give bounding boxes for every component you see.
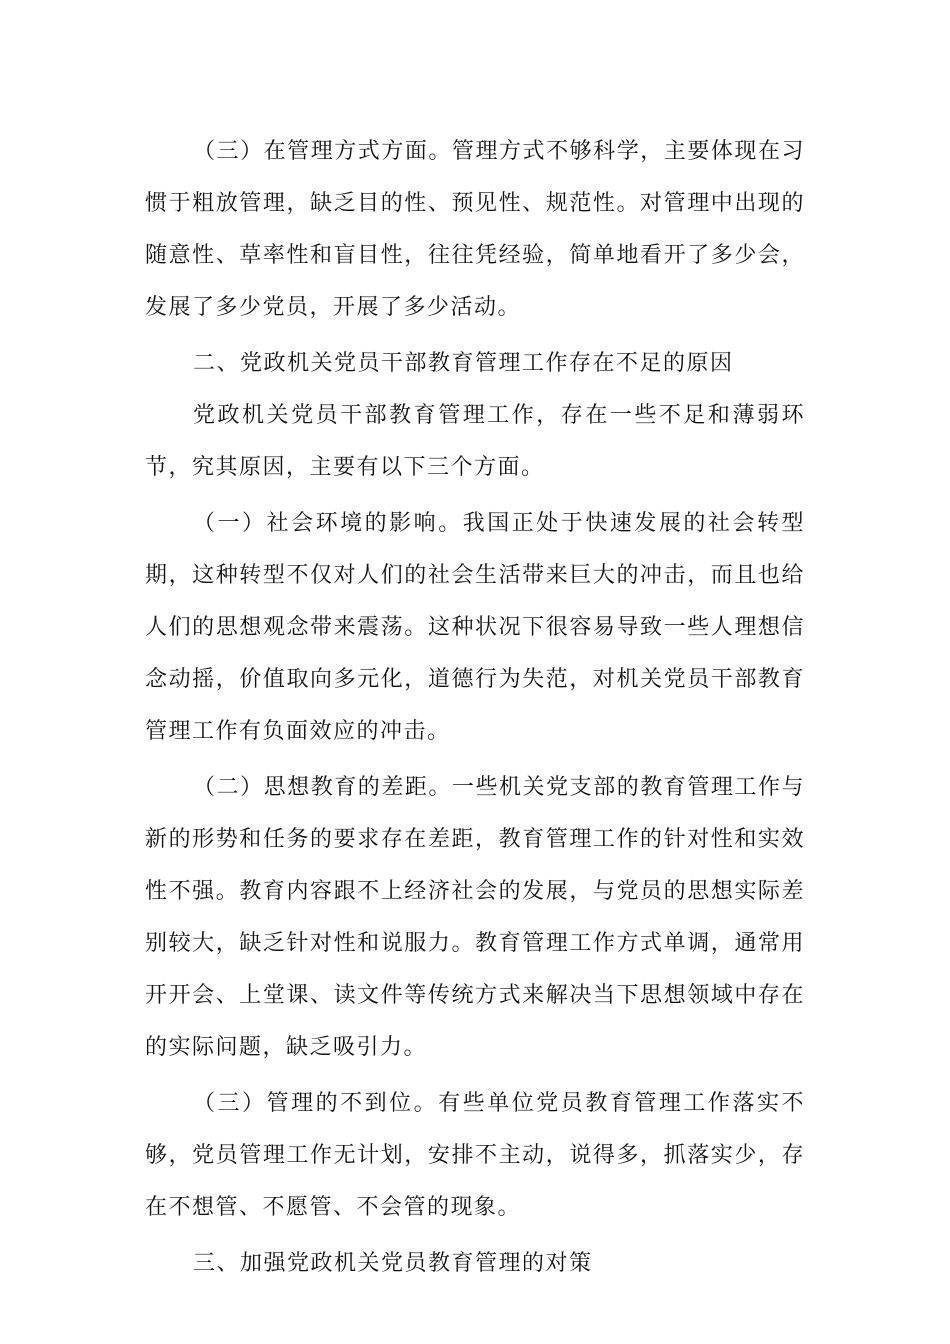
paragraph-management-method: （三）在管理方式方面。管理方式不够科学，主要体现在习惯于粗放管理，缺乏目的性、预见性、规范性。对管理中出现的随意性、草率性和盲目性，往往凭经验，简单地看开了多少会，发展了多少党员，开展了多少活动。 (145, 139, 805, 320)
paragraph-management-inadequate: （三）管理的不到位。有些单位党员教育管理工作落实不够，党员管理工作无计划，安排不主动，说得多，抓落实少，存在不想管、不愿管、不会管的现象。 (145, 1091, 805, 1220)
paragraph-ideological-education: （二）思想教育的差距。一些机关党支部的教育管理工作与新的形势和任务的要求存在差距，教育管理工作的针对性和实效性不强。教育内容跟不上经济社会的发展，与党员的思想实际差别较大，缺乏针对性和说服力。教育管理工作方式单调，通常用开开会、上堂课、读文件等传统方式来解决当下思想领域中存在的实际问题，缺乏吸引力。 (145, 775, 805, 1060)
paragraph-social-environment: （一）社会环境的影响。我国正处于快速发展的社会转型期，这种转型不仅对人们的社会生活带来巨大的冲击，而且也给人们的思想观念带来震荡。这种状况下很容易导致一些人理想信念动摇，价值取向多元化，道德行为失范，对机关党员干部教育管理工作有负面效应的冲击。 (145, 511, 805, 744)
paragraph-reasons-intro: 党政机关党员干部教育管理工作，存在一些不足和薄弱环节，究其原因，主要有以下三个方面。 (145, 403, 805, 480)
section-heading-countermeasures: 三、加强党政机关党员教育管理的对策 (193, 1251, 593, 1276)
section-heading-reasons: 二、党政机关党员干部教育管理工作存在不足的原因 (193, 351, 734, 376)
document-body (145, 126, 805, 1290)
